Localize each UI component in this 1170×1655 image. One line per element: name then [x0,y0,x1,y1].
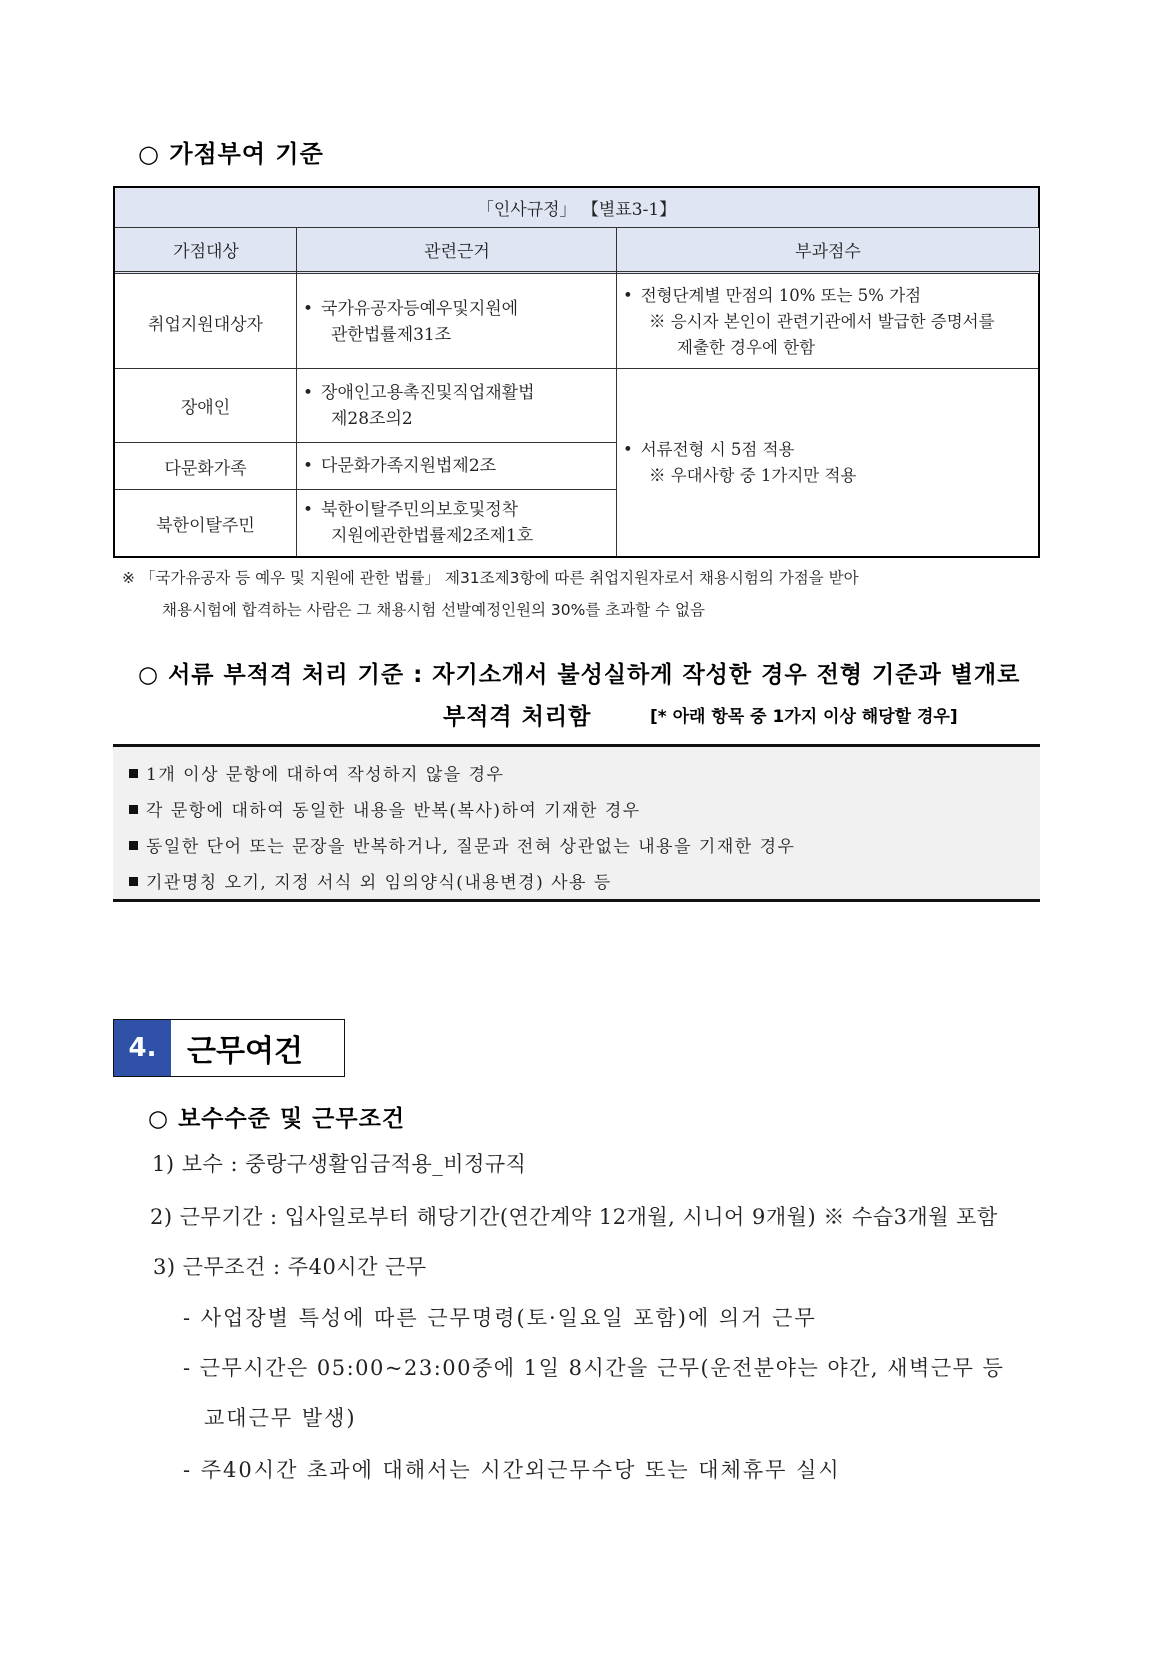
condition-item-hours: 3) 근무조건 : 주40시간 근무 [153,1255,427,1279]
square-bullet-icon [129,877,138,886]
points-note-line: ※ 응시자 본인이 관련기관에서 발급한 증명서를 [649,312,995,331]
list-item-text: 1개 이상 문항에 대하여 작성하지 않을 경우 [146,765,505,785]
merged-points-cell [617,369,1037,556]
table-row-basis [297,369,616,442]
table-row-points [617,276,1037,368]
section-title: 근무여건 [187,1034,303,1069]
square-bullet-icon [129,769,138,778]
column-header-target: 가점대상 [115,228,297,274]
footnote-line: 채용시험에 합격하는 사람은 그 채용시험 선발예정인원의 30%를 초과할 수 없음 [162,601,705,619]
basis-line: • 장애인고용촉진및직업재활법 [303,380,616,406]
basis-line: 제28조의2 [331,408,413,429]
list-item [129,865,1040,901]
section-heading-text: 가점부여 기준 [169,140,324,168]
condition-sub-item-cont: 교대근무 발생) [204,1406,357,1430]
table-row-target: 장애인 [180,398,231,418]
condition-item-period: 2) 근무기간 : 입사일로부터 해당기간(연간계약 12개월, 시니어 9개월) ※ 수습3개월 포함 [150,1205,998,1229]
condition-sub-item: - 근무시간은 05:00~23:00중에 1일 8시간을 근무(운전분야는 야간, 새벽근무 등 [183,1356,1005,1380]
bonus-points-table [113,186,1040,558]
basis-line: 지원에관한법률제2조제1호 [331,526,534,546]
section-number-badge: 4. [114,1020,171,1076]
condition-sub-item: - 주40시간 초과에 대해서는 시간외근무수당 또는 대체휴무 실시 [183,1458,841,1482]
table-caption: 「인사규정」 【별표3-1】 [115,188,1038,228]
basis-line: 관한법률제31조 [331,325,452,345]
section-heading-disqualify-cont: 부적격 처리함 [443,704,592,730]
points-line: • 전형단계별 만점의 10% 또는 5% 가점 [623,283,1037,309]
column-header-basis: 관련근거 [297,228,617,274]
basis-line: • 다문화가족지원법제2조 [303,453,616,479]
table-row-basis [297,276,616,368]
table-row-basis [297,443,616,489]
section-heading-bonus [138,134,324,169]
column-header-points: 부과점수 [617,228,1039,274]
list-item-text: 각 문항에 대하여 동일한 내용을 반복(복사)하여 기재한 경우 [146,801,641,821]
square-bullet-icon [129,841,138,850]
table-row-target: 북한이탈주민 [156,515,255,536]
points-line: • 서류전형 시 5점 적용 [623,437,1037,463]
points-note-line: 제출한 경우에 한함 [677,338,816,357]
basis-line: • 북한이탈주민의보호및정착 [303,497,616,523]
table-row-target: 다문화가족 [164,458,247,479]
list-item [129,829,1040,865]
section-4-header [113,1019,345,1077]
list-item [129,793,1040,829]
table-row-basis [297,490,616,556]
disqualify-criteria-box [113,744,1040,902]
list-item-text: 기관명칭 오기, 지정 서식 외 임의양식(내용변경) 사용 등 [146,873,612,893]
points-note-line: ※ 우대사항 중 1가지만 적용 [649,465,857,485]
square-bullet-icon [129,805,138,814]
condition-item-pay: 1) 보수 : 중랑구생활임금적용_비정규직 [152,1152,527,1176]
list-item [129,757,1040,793]
table-row-target: 취업지원대상자 [148,314,263,335]
section-heading-disqualify: ○ 서류 부적격 처리 기준 : 자기소개서 불성실하게 작성한 경우 전형 기준과 별개로 [138,662,1021,688]
section-heading-note: [* 아래 항목 중 1가지 이상 해당할 경우] [650,707,958,727]
list-item-text: 동일한 단어 또는 문장을 반복하거나, 질문과 전혀 상관없는 내용을 기재한 경우 [146,837,796,857]
condition-sub-item: - 사업장별 특성에 따른 근무명령(토·일요일 포함)에 의거 근무 [183,1306,817,1330]
basis-line: • 국가유공자등예우및지원에 [303,296,616,322]
circle-bullet-icon: ○ [138,140,160,168]
footnote-line: ※ 「국가유공자 등 예우 및 지원에 관한 법률」 제31조제3항에 따른 취업지원자로서 채용시험의 가점을 받아 [122,569,859,587]
subheading-pay-conditions: ○ 보수수준 및 근무조건 [148,1106,406,1132]
